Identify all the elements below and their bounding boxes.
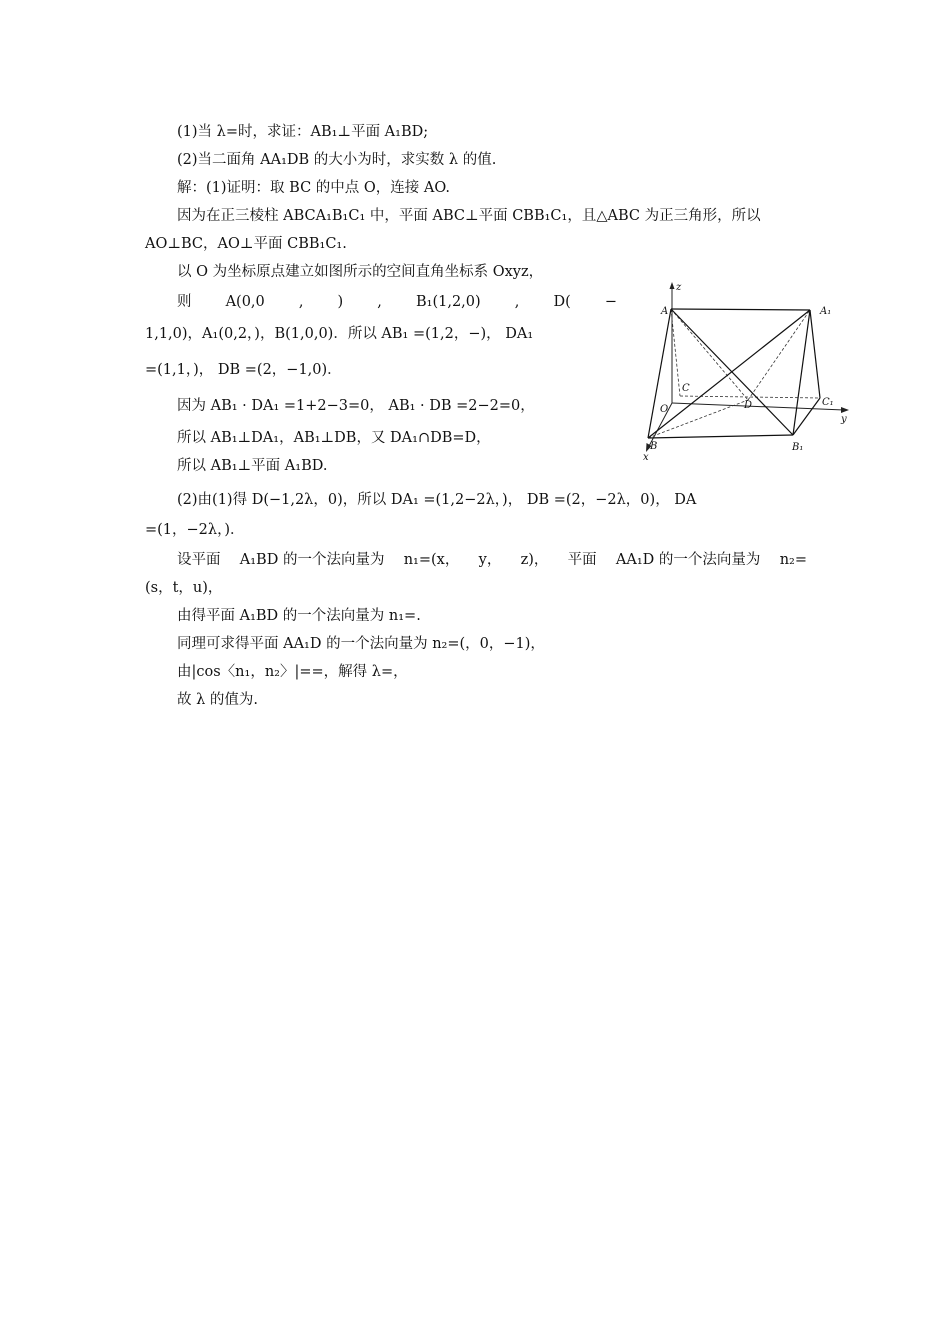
text-line: =(1，−2λ，)． bbox=[145, 522, 245, 538]
edge-AB bbox=[648, 309, 671, 438]
label-C: C bbox=[682, 383, 690, 394]
text-line: 由|cos〈n₁，n₂〉|==，解得 λ=， bbox=[177, 664, 408, 680]
label-B1: B₁ bbox=[792, 442, 804, 453]
edge-AA1 bbox=[671, 309, 810, 310]
label-D: D bbox=[744, 400, 753, 411]
text-line: 1,1,0)，A₁(0,2，)，B(1,0,0)．所以 AB₁ =(1,2，−)， DA₁ bbox=[145, 326, 534, 342]
y-arrow-icon bbox=[841, 407, 849, 413]
text-line: 以 O 为坐标原点建立如图所示的空间直角坐标系 Oxyz， bbox=[177, 264, 544, 280]
part2-question: (2)当二面角 AA₁DB 的大小为时，求实数 λ 的值. bbox=[177, 152, 497, 168]
label-B: B bbox=[650, 441, 658, 452]
edge-A1C1 bbox=[810, 310, 820, 398]
y-axis bbox=[672, 403, 844, 410]
text-line: 因为 AB₁ · DA₁ =1+2−3=0， AB₁ · DB =2−2=0， bbox=[177, 398, 535, 414]
text-line: AO⊥BC，AO⊥平面 CBB₁C₁. bbox=[145, 236, 347, 252]
text-line: 同理可求得平面 AA₁D 的一个法向量为 n₂=(，0，−1)， bbox=[177, 636, 545, 652]
edge-BB1 bbox=[648, 435, 793, 438]
text-line: 因为在正三棱柱 ABCA₁B₁C₁ 中，平面 ABC⊥平面 CBB₁C₁，且△ABC 为正三角形，所以 bbox=[177, 208, 761, 224]
solution-start: 解：(1)证明：取 BC 的中点 O，连接 AO. bbox=[177, 180, 450, 196]
text-line: (s，t，u)， bbox=[145, 580, 223, 596]
text-line: =(1,1，)， DB =(2，−1,0)． bbox=[145, 362, 342, 378]
text-line: 所以 AB₁⊥平面 A₁BD. bbox=[177, 458, 328, 474]
text-line: (2)由(1)得 D(−1,2λ，0)，所以 DA₁ =(1,2−2λ，)， DB =(2，−2λ，0)， DA bbox=[177, 492, 697, 508]
edge-A1B1 bbox=[793, 310, 810, 435]
label-z: z bbox=[676, 282, 682, 293]
part1-question: (1)当 λ=时，求证：AB₁⊥平面 A₁BD; bbox=[177, 124, 429, 140]
prism-diagram bbox=[628, 278, 858, 464]
label-A1: A₁ bbox=[820, 306, 832, 317]
z-arrow-icon bbox=[670, 282, 675, 289]
label-A: A bbox=[661, 306, 669, 317]
prism-svg bbox=[628, 278, 858, 464]
label-x: x bbox=[643, 452, 649, 463]
coordinates-row: 则 A(0,0 , ) , B₁(1,2,0) , D( − bbox=[177, 294, 617, 310]
label-O: O bbox=[660, 404, 669, 415]
normal-vectors-row: 设平面 A₁BD 的一个法向量为 n₁=(x， y， z)， 平面 AA₁D 的一个法向量为 n₂= bbox=[177, 552, 807, 568]
label-y: y bbox=[841, 414, 847, 425]
text-line: 所以 AB₁⊥DA₁，AB₁⊥DB，又 DA₁∩DB=D， bbox=[177, 430, 491, 446]
text-line: 由得平面 A₁BD 的一个法向量为 n₁=. bbox=[177, 608, 421, 624]
label-C1: C₁ bbox=[822, 397, 834, 408]
edge-DA1 bbox=[748, 310, 810, 400]
text-line: 故 λ 的值为. bbox=[177, 692, 259, 708]
